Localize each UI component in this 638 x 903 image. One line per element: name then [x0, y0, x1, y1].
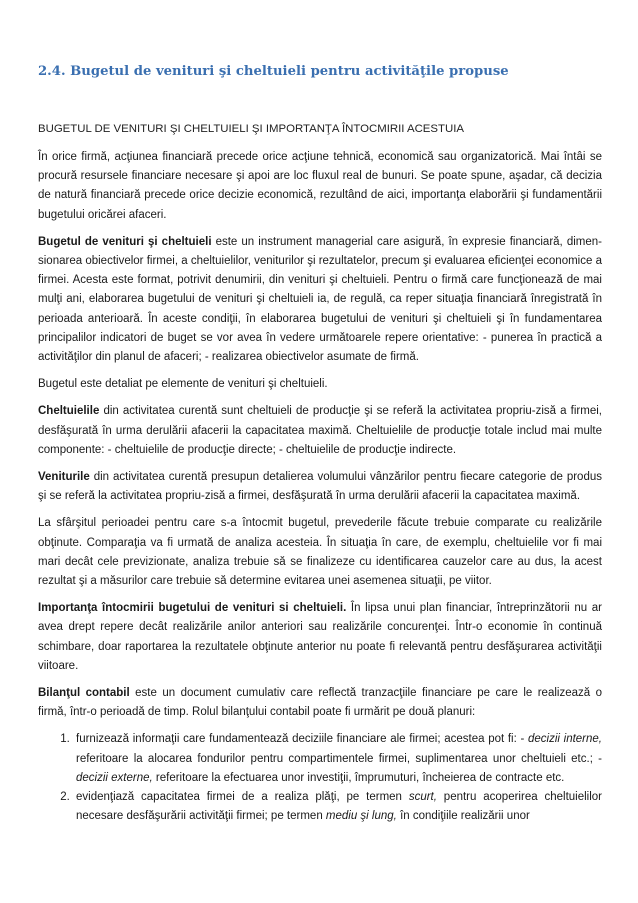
term-bold: Importanţa întocmirii bugetului de venituri si cheltuieli. — [38, 602, 347, 615]
list-text: pentru acoperirea cheltuielilor necesare desfăşurării activităţii firmei; pe termen — [76, 791, 602, 823]
list-item — [73, 730, 602, 788]
paragraph-text: În lipsa unui plan financiar, întreprinzătorii nu ar avea drept repere decât realizările anilor anteriori sau realizările concurenţei. Într-o economie în continuă schimbare, doar raportarea la rezultatele obţinute anterior nu poate fi relevantă pentru desfăşurarea activităţii viitoare. — [38, 602, 602, 672]
list-text: referitoare la alocarea fondurilor pentru compartimentele firmei, suplimentarea unor cheltuieli etc.; - — [76, 752, 602, 765]
paragraph-bilant — [38, 684, 602, 722]
numbered-list — [38, 730, 602, 826]
paragraph-buget-definition — [38, 233, 602, 367]
paragraph-text: din activitatea curentă presupun detalierea volumului vânzărilor pentru fiecare categorie de produs şi se referă la activitatea propriu-zisă a firmei, desfăşurată în urma derulării afacerii la capacitatea maximă. — [38, 471, 602, 503]
term-bold: Bugetul de venituri şi cheltuieli — [38, 235, 212, 248]
list-text: furnizează informaţii care fundamentează deciziile financiare ale firmei; acestea pot fi: - — [76, 733, 528, 746]
subsection-title: BUGETUL DE VENITURI ŞI CHELTUIELI ŞI IMPORTANŢA ÎNTOCMIRII ACESTUIA — [38, 123, 464, 135]
list-text: în condiţiile realizării unor — [396, 810, 530, 823]
paragraph-venituri — [38, 468, 602, 506]
section-heading: 2.4. Bugetul de venituri şi cheltuieli pentru activităţile propuse — [38, 64, 509, 79]
document-body — [38, 148, 602, 827]
term-bold: Cheltuielile — [38, 405, 100, 418]
list-italic: scurt, — [408, 791, 437, 804]
paragraph-detaliere: Bugetul este detaliat pe elemente de venituri şi cheltuieli. — [38, 378, 328, 391]
paragraph-comparatie: La sfârşitul perioadei pentru care s-a întocmit bugetul, prevederile făcute trebuie comparate cu realizările obţinute. Comparaţia va fi urmată de analiza acesteia. În situaţia în care, de exemplu, cheltuielile vor fi mai mari decât cele previzionate, analiza trebuie să se finalizeze cu identificarea cauzelor care au dus, la acest rezultat şi a măsurilor care trebuie să determine evitarea unei asemenea situaţii, pe viitor. — [38, 517, 602, 588]
term-bold: Bilanţul contabil — [38, 687, 130, 700]
list-text: evidenţiază capacitatea firmei de a realiza plăţi, pe termen — [76, 791, 409, 804]
term-bold: Veniturile — [38, 471, 90, 484]
list-italic: decizii interne, — [528, 733, 602, 746]
paragraph-importanta — [38, 599, 602, 676]
list-text: referitoare la efectuarea unor investiţii, împrumuturi, încheierea de contracte etc. — [152, 771, 565, 784]
paragraph-text: din activitatea curentă sunt cheltuieli de producţie şi se referă la activitatea propriu-zisă a firmei, desfăşurată în urma derulării afacerii la capacitatea maximă. Cheltuielile de producţie totale includ mai multe componente: - cheltuielile de producţie directe; - cheltuielile de producţie indirecte. — [38, 405, 602, 456]
paragraph-text: este un document cumulativ care reflectă tranzacţiile financiare pe care le realizează o firmă, într-o perioadă de timp. Rolul bilanţului contabil poate fi urmărit pe două planuri: — [38, 687, 602, 719]
paragraph-intro: În orice firmă, acţiunea financiară precede orice acţiune tehnică, economică sau organizatorică. Mai întâi se procură resursele financiare necesare şi apoi are loc fluxul real de bunuri. Se poate spune, aşadar, că decizia de natură financiară precede orice decizie economică, rezultând de aici, importanţa elaborării şi fundamentării bugetului oricărei afaceri. — [38, 151, 602, 221]
list-item — [73, 788, 602, 826]
list-italic: mediu şi lung, — [325, 810, 397, 823]
paragraph-text: este un instrument managerial care asigură, în expresie financiară, dimen-sionarea obiectivelor firmei, a cheltuielilor, veniturilor şi rezultatelor, precum şi evaluarea eficienţei economice a firmei. Acesta este format, potrivit denumirii, din venituri şi cheltuieli. Pentru o firmă care funcţionează de mai mulţi ani, elaborarea bugetului de venituri şi cheltuieli ia, de regulă, ca reper situaţia financiară înregistrată în perioada anterioară. În aceste condiţii, în elaborarea bugetului de venituri şi cheltuieli şi în fundamentarea principalilor indicatori de buget se vor avea în vedere următoarele repere orientative: - punerea în practică a activităţilor din planul de afaceri; - realizarea obiectivelor asumate de firmă. — [38, 235, 602, 364]
paragraph-cheltuieli — [38, 402, 602, 460]
list-italic: decizii externe, — [76, 771, 153, 784]
